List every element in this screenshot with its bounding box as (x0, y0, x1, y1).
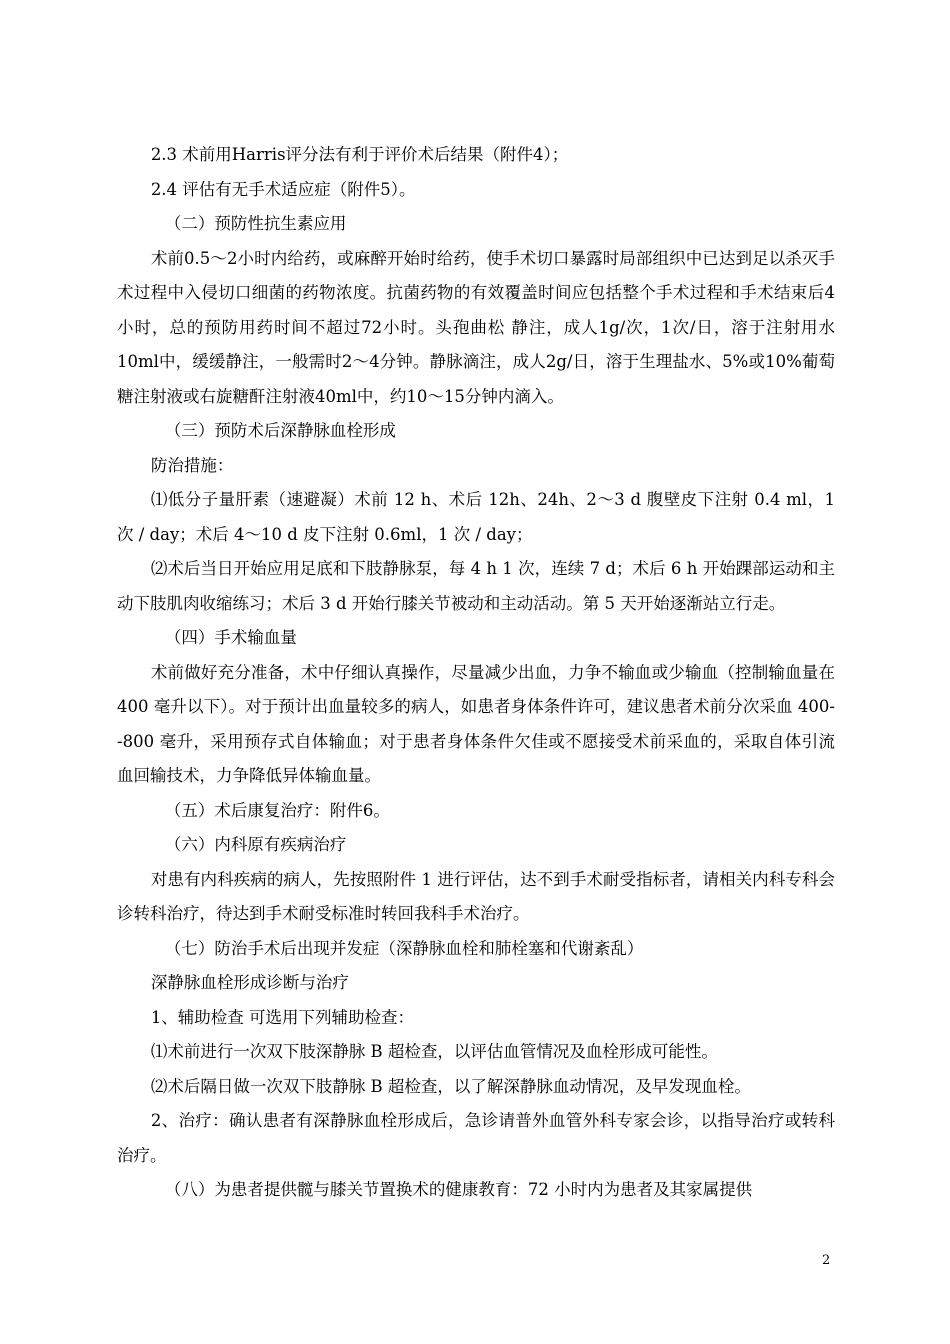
section-heading: （二）预防性抗生素应用 (164, 214, 347, 233)
paragraph: 术前0.5～2小时内给药，或麻醉开始时给药，使手术切口暴露时局部组织中已达到足以杀灭手术过程中入侵切口细菌的药物浓度。抗菌药物的有效覆盖时间应包括整个手术过程和手术结束后4小时，总的预防用药时间不超过72小时。头孢曲松 静注，成人1g/次，1次/日，溶于注射用水10ml中，缓缓静注，一般需时2～4分钟。静脉滴注，成人2g/日，溶于生理盐水、5%或10%葡萄糖注射液或右旋糖酐注射液40ml中，约10～15分钟内滴入。 (117, 248, 835, 406)
paragraph: 2.3 术前用Harris评分法有利于评价术后结果（附件4）； (150, 145, 569, 164)
paragraph: 术前做好充分准备，术中仔细认真操作，尽量减少出血，力争不输血或少输血（控制输血量在 400 毫升以下）。对于预计出血量较多的病人，如患者身体条件许可，建议患者术前分次采血 400--800 毫升，采用预存式自体输血；对于患者身体条件欠佳或不愿接受术前采血的，采取自体引流血回输技术，力争降低异体输血量。 (117, 662, 835, 785)
paragraph: 1、辅助检查 可选用下列辅助检查： (150, 1007, 415, 1027)
section-heading: （四）手术输血量 (164, 628, 297, 647)
page-content (117, 138, 835, 1208)
section-heading: （三）预防术后深静脉血栓形成 (164, 421, 396, 440)
paragraph: ⑵术后当日开始应用足底和下肢静脉泵，每 4 h 1 次，连续 7 d；术后 6 h 开始踝部运动和主动下肢肌肉收缩练习；术后 3 d 开始行膝关节被动和主动活动。第 5 天开始逐渐站立行走。 (117, 559, 835, 613)
page-number: 2 (822, 1253, 831, 1268)
paragraph: 对患有内科疾病的病人，先按照附件 1 进行评估，达不到手术耐受指标者，请相关内科专科会诊转科治疗，待达到手术耐受标准时转回我科手术治疗。 (117, 869, 835, 923)
section-heading: （六）内科原有疾病治疗 (164, 835, 347, 854)
paragraph: ⑴术前进行一次双下肢深静脉 B 超检查，以评估血管情况及血栓形成可能性。 (150, 1042, 718, 1061)
section-heading: （七）防治手术后出现并发症（深静脉血栓和肺栓塞和代谢紊乱） (164, 938, 644, 958)
paragraph: 2.4 评估有无手术适应症（附件5）。 (150, 179, 416, 199)
paragraph: 深静脉血栓形成诊断与治疗 (150, 973, 349, 992)
paragraph: 防治措施： (150, 455, 234, 475)
paragraph: ⑴低分子量肝素（速避凝）术前 12 h、术后 12h、24h、2～3 d 腹壁皮下注射 0.4 ml，1 次 / day；术后 4～10 d 皮下注射 0.6ml，1 次 / day； (117, 490, 835, 544)
paragraph: 2、治疗：确认患者有深静脉血栓形成后，急诊请普外血管外科专家会诊，以指导治疗或转科治疗。 (117, 1111, 835, 1165)
section-heading: （八）为患者提供髋与膝关节置换术的健康教育：72 小时内为患者及其家属提供 (164, 1180, 753, 1199)
paragraph: ⑵术后隔日做一次双下肢静脉 B 超检查，以了解深静脉血动情况，及早发现血栓。 (150, 1076, 751, 1096)
section-heading: （五）术后康复治疗：附件6。 (164, 800, 390, 820)
